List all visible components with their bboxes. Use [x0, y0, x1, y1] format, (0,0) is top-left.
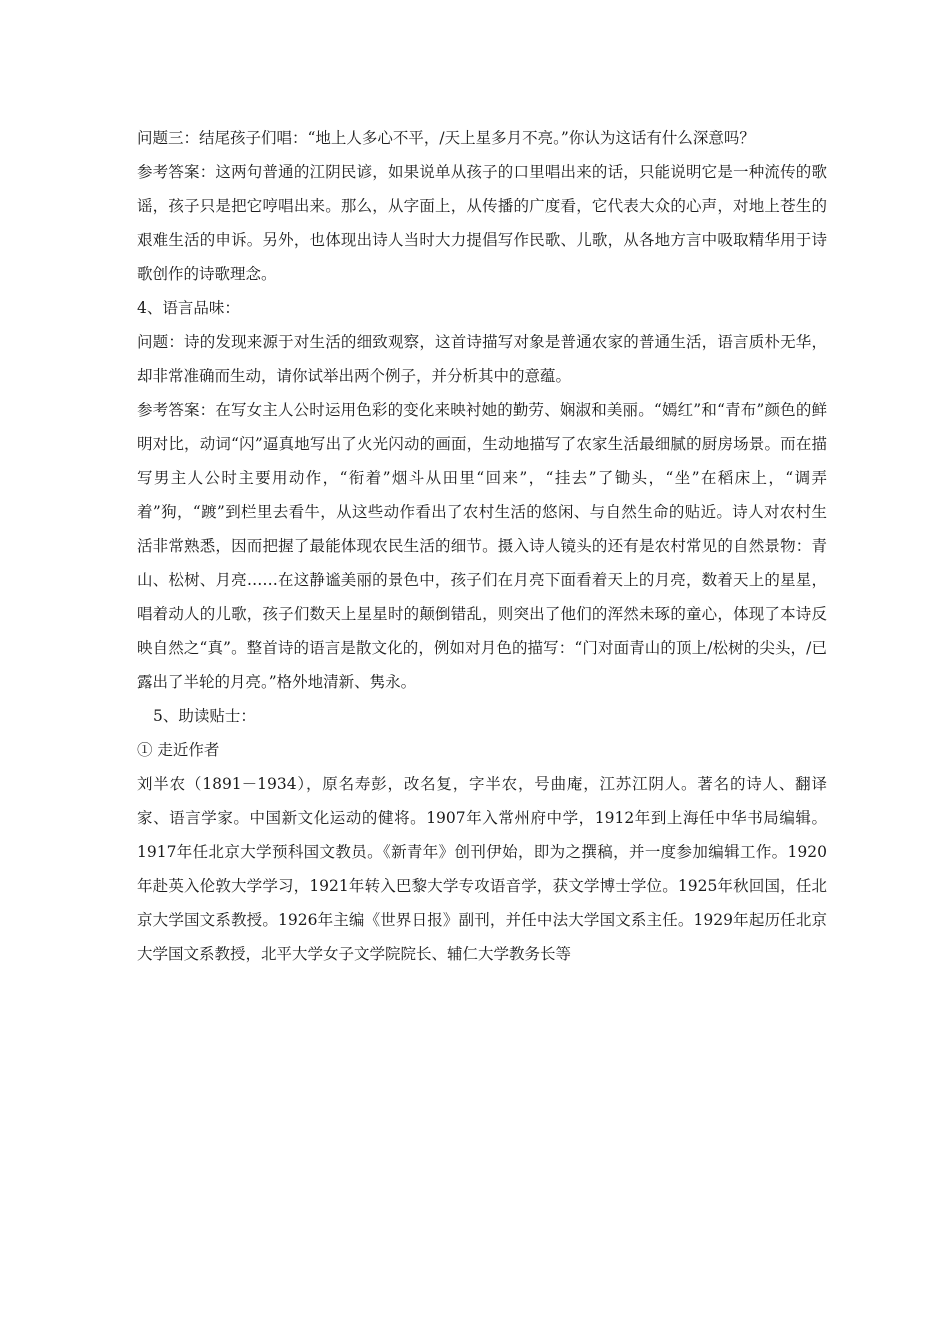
section-heading-language: 4、语言品味：: [137, 299, 240, 317]
author-bio: 刘半农（1891－1934），原名寿彭，改名复，字半农，号曲庵，江苏江阴人。著名的诗人、翻译家、语言学家。中国新文化运动的健将。1907年入常州府中学，1912年到上海任中华书局编辑。1917年任北京大学预科国文教员。《新青年》创刊伊始，即为之撰稿，并一度参加编辑工作。1920年赴英入伦敦大学学习，1921年转入巴黎大学专攻语音学，获文学博士学位。1925年秋回国，任北京大学国文系教授。1926年主编《世界日报》副刊，并任中法大学国文系主任。1929年起历任北京大学国文系教授，北平大学女子文学院院长、辅仁大学教务长等: [137, 775, 827, 963]
question-three: 问题三：结尾孩子们唱：“地上人多心不平，/天上星多月不亮。”你认为这话有什么深意吗？: [137, 129, 755, 147]
answer-language: 参考答案：在写女主人公时运用色彩的变化来映衬她的勤劳、娴淑和美丽。“嫣红”和“青布”颜色的鲜明对比，动词“闪”逼真地写出了火光闪动的画面，生动地描写了农家生活最细腻的厨房场景。而在描写男主人公时主要用动作，“衔着”烟斗从田里“回来”，“挂去”了锄头，“坐”在稻床上，“调弄着”狗，“踱”到栏里去看牛，从这些动作看出了农村生活的悠闲、与自然生命的贴近。诗人对农村生活非常熟悉，因而把握了最能体现农民生活的细节。摄入诗人镜头的还有是农村常见的自然景物：青山、松树、月亮……在这静谧美丽的景色中，孩子们在月亮下面看着天上的月亮，数着天上的星星，唱着动人的儿歌，孩子们数天上星星时的颠倒错乱，则突出了他们的浑然未琢的童心，体现了本诗反映自然之“真”。整首诗的语言是散文化的，例如对月色的描写：“门对面青山的顶上/松树的尖头，/已露出了半轮的月亮。”格外地清新、隽永。: [137, 401, 827, 691]
answer-three: 参考答案：这两句普通的江阴民谚，如果说单从孩子的口里唱出来的话，只能说明它是一种流传的歌谣，孩子只是把它哼唱出来。那么，从字面上，从传播的广度看，它代表大众的心声，对地上苍生的艰难生活的申诉。另外，也体现出诗人当时大力提倡写作民歌、儿歌，从各地方言中吸取精华用于诗歌创作的诗歌理念。: [137, 163, 827, 283]
document-page: [137, 121, 827, 971]
subheading-author: ① 走近作者: [137, 741, 220, 759]
section-heading-tips: 5、助读贴士：: [153, 707, 256, 725]
question-language: 问题：诗的发现来源于对生活的细致观察，这首诗描写对象是普通农家的普通生活，语言质朴无华，却非常准确而生动，请你试举出两个例子，并分析其中的意蕴。: [137, 333, 827, 385]
